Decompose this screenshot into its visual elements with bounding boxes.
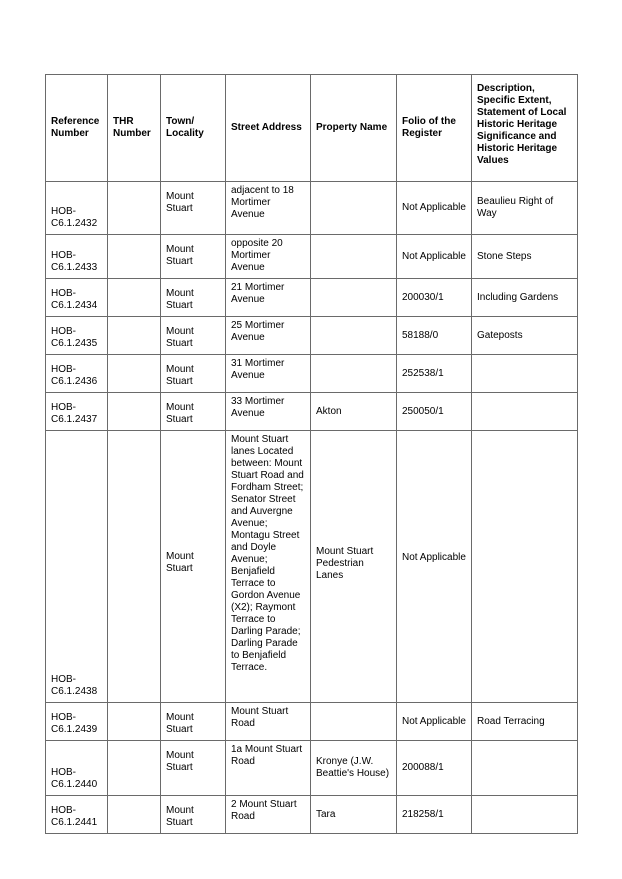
thr-cell (108, 431, 161, 703)
reference-cell: HOB-C6.1.2438 (46, 431, 108, 703)
folio-cell: Not Applicable (397, 431, 472, 703)
description-cell: Including Gardens (472, 279, 578, 317)
town-cell: Mount Stuart (161, 703, 226, 741)
table-row (46, 393, 578, 431)
folio-cell: 200088/1 (397, 741, 472, 796)
table-row (46, 431, 578, 703)
property-name-cell (311, 235, 397, 279)
table-row (46, 235, 578, 279)
reference-cell: HOB-C6.1.2437 (46, 393, 108, 431)
folio-cell: Not Applicable (397, 235, 472, 279)
description-cell: Beaulieu Right of Way (472, 182, 578, 235)
description-cell: Gateposts (472, 317, 578, 355)
folio-cell: 58188/0 (397, 317, 472, 355)
header-property-name: Property Name (311, 75, 397, 182)
street-cell: 1a Mount Stuart Road (226, 741, 311, 796)
table-row (46, 279, 578, 317)
street-cell: opposite 20 Mortimer Avenue (226, 235, 311, 279)
description-cell (472, 431, 578, 703)
reference-cell: HOB-C6.1.2432 (46, 182, 108, 235)
thr-cell (108, 796, 161, 834)
reference-cell: HOB-C6.1.2433 (46, 235, 108, 279)
thr-cell (108, 741, 161, 796)
property-name-cell (311, 279, 397, 317)
header-thr-number: THR Number (108, 75, 161, 182)
table-row (46, 182, 578, 235)
reference-cell: HOB-C6.1.2434 (46, 279, 108, 317)
town-cell: Mount Stuart (161, 317, 226, 355)
header-folio: Folio of the Register (397, 75, 472, 182)
header-row (46, 75, 578, 182)
header-street-address: Street Address (226, 75, 311, 182)
header-town-locality: Town/ Locality (161, 75, 226, 182)
table-row (46, 703, 578, 741)
street-cell: 21 Mortimer Avenue (226, 279, 311, 317)
town-cell: Mount Stuart (161, 431, 226, 703)
town-cell: Mount Stuart (161, 355, 226, 393)
town-cell: Mount Stuart (161, 279, 226, 317)
thr-cell (108, 279, 161, 317)
folio-cell: 218258/1 (397, 796, 472, 834)
street-cell: Mount Stuart lanes Located between: Mount Stuart Road and Fordham Street; Senator Street and Auvergne Avenue; Montagu Street and Doyle Avenue; Benjafield Terrace to Gordon Avenue (X2); Raymont Terrace to Darling Parade; Darling Parade to Benjafield Terrace. (226, 431, 311, 703)
reference-cell: HOB-C6.1.2436 (46, 355, 108, 393)
thr-cell (108, 317, 161, 355)
property-name-cell (311, 182, 397, 235)
property-name-cell (311, 355, 397, 393)
reference-cell: HOB-C6.1.2440 (46, 741, 108, 796)
folio-cell: Not Applicable (397, 703, 472, 741)
street-cell: 33 Mortimer Avenue (226, 393, 311, 431)
street-cell: Mount Stuart Road (226, 703, 311, 741)
reference-cell: HOB-C6.1.2439 (46, 703, 108, 741)
description-cell: Stone Steps (472, 235, 578, 279)
folio-cell: 250050/1 (397, 393, 472, 431)
street-cell: adjacent to 18 Mortimer Avenue (226, 182, 311, 235)
thr-cell (108, 235, 161, 279)
folio-cell: Not Applicable (397, 182, 472, 235)
town-cell: Mount Stuart (161, 393, 226, 431)
town-cell: Mount Stuart (161, 741, 226, 796)
folio-cell: 252538/1 (397, 355, 472, 393)
reference-cell: HOB-C6.1.2441 (46, 796, 108, 834)
thr-cell (108, 393, 161, 431)
town-cell: Mount Stuart (161, 796, 226, 834)
town-cell: Mount Stuart (161, 235, 226, 279)
property-name-cell: Mount Stuart Pedestrian Lanes (311, 431, 397, 703)
street-cell: 2 Mount Stuart Road (226, 796, 311, 834)
table-row (46, 355, 578, 393)
thr-cell (108, 355, 161, 393)
street-cell: 31 Mortimer Avenue (226, 355, 311, 393)
street-cell: 25 Mortimer Avenue (226, 317, 311, 355)
property-name-cell (311, 703, 397, 741)
description-cell (472, 393, 578, 431)
description-cell: Road Terracing (472, 703, 578, 741)
reference-cell: HOB-C6.1.2435 (46, 317, 108, 355)
table-row (46, 796, 578, 834)
table-row (46, 317, 578, 355)
table-row (46, 741, 578, 796)
description-cell (472, 796, 578, 834)
thr-cell (108, 703, 161, 741)
property-name-cell (311, 317, 397, 355)
heritage-register-table (45, 74, 578, 834)
folio-cell: 200030/1 (397, 279, 472, 317)
description-cell (472, 355, 578, 393)
header-description: Description, Specific Extent, Statement of Local Historic Heritage Significance and Historic Heritage Values (472, 75, 578, 182)
thr-cell (108, 182, 161, 235)
property-name-cell: Akton (311, 393, 397, 431)
town-cell: Mount Stuart (161, 182, 226, 235)
property-name-cell: Tara (311, 796, 397, 834)
description-cell (472, 741, 578, 796)
property-name-cell: Kronye (J.W. Beattie's House) (311, 741, 397, 796)
header-reference-number: Reference Number (46, 75, 108, 182)
